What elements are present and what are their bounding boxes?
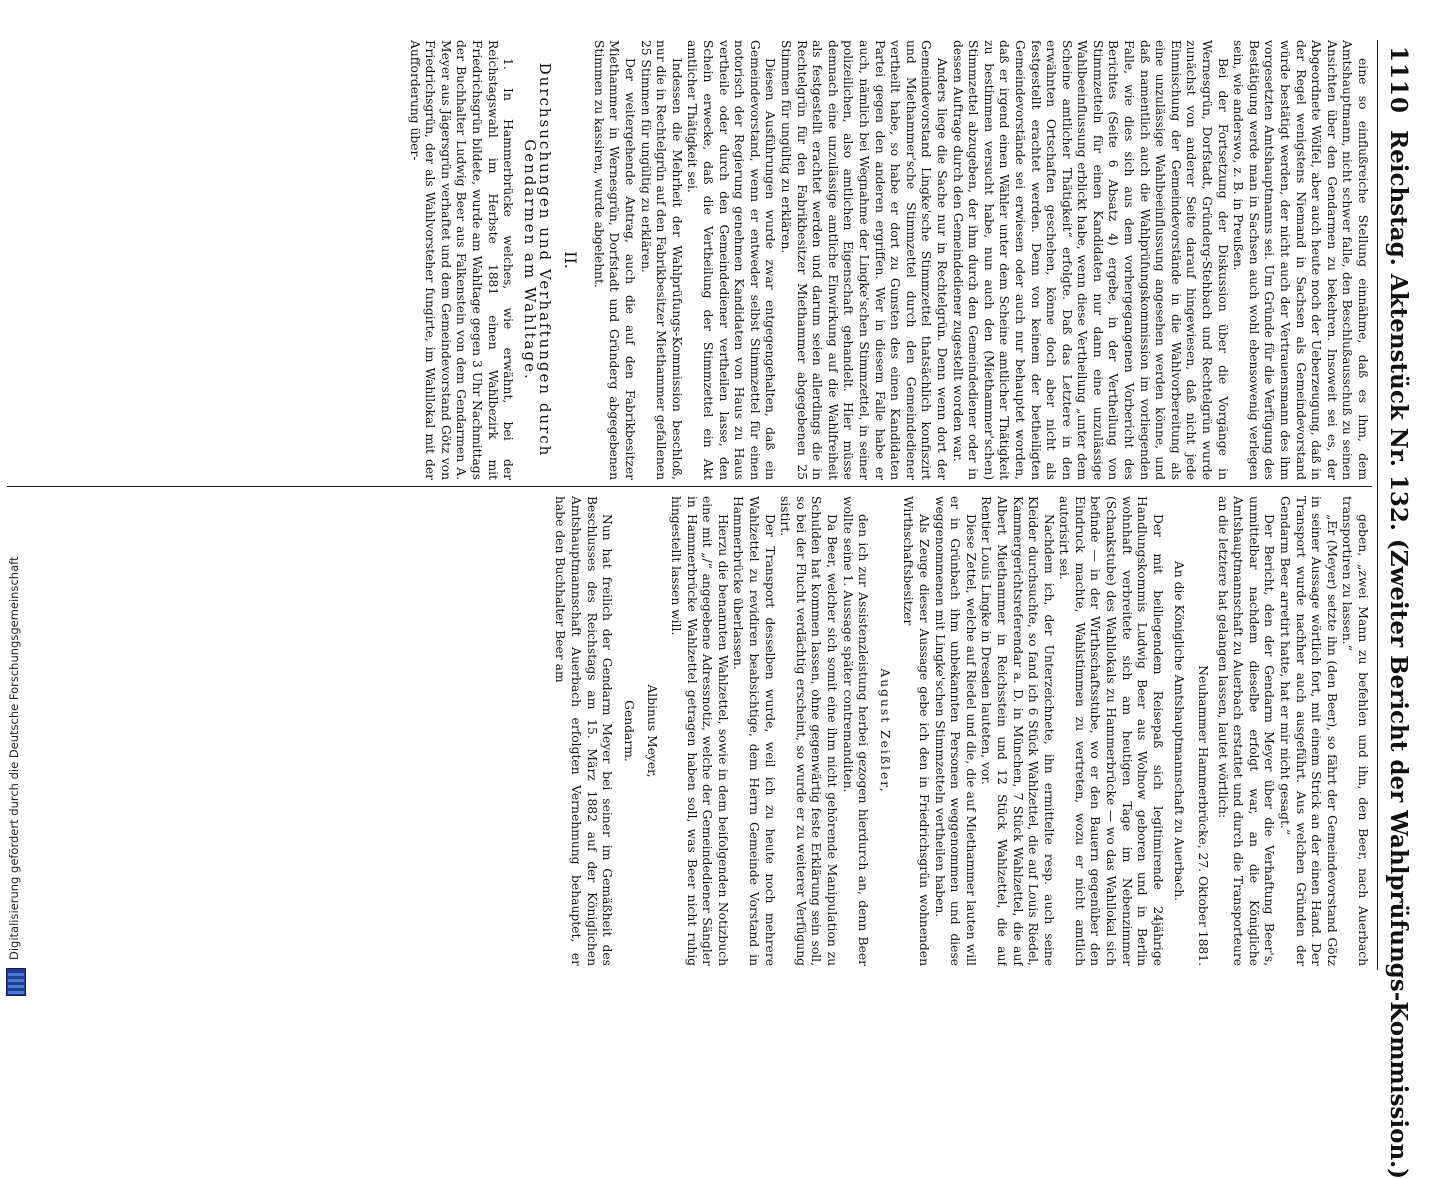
paragraph: 1. In Hammerbrücke welches, wie erwähnt, bei der Reichstagswahl im Herbste 1881 einen Wahlbezirk mit Friedrichsgrün bildete, wurde am Wahltage gegen 3 Uhr Nachmittags der Buchhalter Ludwig Beer aus Falkenstein von dem Gendarmen A. Meyer aus Jägersgrün verhaftet und dem Gemeindevorstand Götz von Friedrichsgrün, der als Wahlvorsteher fungirte, im Wahllokal mit der Aufforderung über- — [407, 40, 516, 480]
paragraph: Diesen Ausführungen wurde zwar entgegengehalten, daß ein Gemeindevorstand, wenn er entweder selbst Stimmzettel für einen notorisch der Regierung genehmen Kandidaten von Haus zu Haus vertheile oder durch den Gemeindediener vertheilen lasse, den Schein erwecke, daß die Vertheilung der Stimmzettel ein Akt amtlicher Thätigkeit sei. — [685, 40, 778, 480]
paragraph: Indessen die Mehrheit der Wahlprüfungs-Kommission beschloß, nur die in Rechtelgrün auf den Fabrikbesitzer Miethammer gefallenen 25 Stimmen für ungültig zu erklären. — [638, 40, 684, 480]
dfg-logo-icon — [6, 968, 26, 996]
paragraph: Der Transport desselben wurde, weil ich zu heute noch mehrere Wahlzettel zu revidiren beabsichtige, dem Herrn Gemeinde Vorstand in Hammerbrücke überlassen. — [731, 496, 777, 966]
paragraph: Nun hat freilich der Gendarm Meyer bei seiner im Gemäßheit des Beschlusses des Reichstags am 15. März 1882 auf der Königlichen Amtshauptmannschaft Auerbach erfolgten Vernehmung behauptet, er habe den Buchhalter Beer am — [553, 496, 615, 966]
column-divider — [7, 486, 1372, 487]
footer-credit: Digitalisierung gefördert durch die Deutsche Forschungsgemeinschaft — [7, 556, 21, 960]
page-header — [1377, 40, 1414, 1179]
paragraph: Als Zeuge dieser Aussage gebe ich den in Friedrichsgrün wohnenden Wirthschaftsbesitzer — [901, 496, 931, 966]
paragraph: Hierzu die benannten Wahlzettel, sowie in dem beifolgenden Notizbuch eine mit „/“ angegebene Adressnotiz, welche der Gemeindediener Sängler in Hammerbrücke Wahlzettel getragen haben soll, was Beer nicht ruhig hingestellt lassen will. — [669, 496, 730, 966]
witness-name: August Zeißler, — [877, 668, 892, 794]
digitization-footer — [0, 0, 30, 1000]
paragraph: Nachdem ich, der Unterzeichnete, ihn ermittelte resp. auch seine Kleider durchsuchte, so fand ich 6 Stück Wahlzettel, die auf Louis Riedel, Kammergerichtsreferendar a. D. in München, 7 Stück Wahlzettel, die auf Albert Miethammer in Reichsstein und 12 Stück Wahlzettel, die auf Rentier Louis Lingke in Dresden lauteten, vor. — [979, 496, 1056, 966]
right-column — [10, 496, 1370, 966]
signature-name: Albinus Meyer, — [645, 684, 660, 778]
paragraph: geben, „zwei Mann zu befehlen und ihn, den Beer, nach Auerbach transportiren zu lassen.“ — [1340, 496, 1370, 966]
section-numeral: II. — [561, 251, 581, 269]
paragraph: Der Bericht, den der Gendarm Meyer über die Verhaftung Beer's, unmittelbar nachdem dieselbe erfolgt war, an die Königliche Amtshauptmannschaft zu Auerbach erstattet und durch die Transporteure an die letztere hat gelangen lassen, lautet wörtlich: — [1215, 496, 1277, 966]
paragraph: Anders liege die Sache nur in Rechtelgrün. Denn wenn dort der Gemeindevorstand Lingke'sche Stimmzettel thatsächlich konfiszirt und Miethammer'sche Stimmzettel durch den Gemeindediener vertheilt habe, so habe er dort zu Gunsten des einen Kandidaten Partei gegen den anderen ergriffen. Wer in diesem Falle habe er auch, nämlich bei Wegnahme der Lingke'schen Stimmzettel, in seiner polizeilichen, also amtlichen Eigenschaft gehandelt. Hier müsse demnach eine unzulässige amtliche Einwirkung auf die Wahlfreiheit als festgestellt erachtet werden und darum seien allerdings die in Rechtelgrün für den Fabrikbesitzer Miethammer abgegebenen 25 Stimmen für ungültig zu erklären. — [779, 40, 949, 480]
report-addressee: An die Königliche Amtshauptmannschaft zu Auerbach. — [1172, 560, 1187, 902]
paragraph: Der weitergehende Antrag, auch die auf den Fabrikbesitzer Miethammer in Wernesgrün, Dorfstadt und Gründerg abgegebenen Stimmen zu kassiren, wurde abgelehnt. — [591, 40, 638, 480]
paragraph: eine so einflußreiche Stellung einnähme, daß es ihm, dem Amtshauptmann, nicht schwer falle, den Beschlußausschuß zu seinen Ansichten über den Gendarmen zu bekehren. Insoweit sei es, der Abgeordnete Wölfel, aber auch heute noch der Ueberzeugung, daß in der Regel wenigstens Niemand in Sachsen als Gemeindevorstand würde bestätigt werden, der nicht auch der Vertrauensmann des ihm vorgesetzten Amtshauptmanns sei. Um Gründe für die Verfügung des Bestätigung werde man in Sachsen auch wohl ebensowenig verlegen sein, wie anderswo, z. B. in Preußen. — [1231, 40, 1370, 480]
running-title: Reichstag. Aktenstück Nr. 132. (Zweiter Bericht der Wahlprüfungs-Kommission.) — [1385, 130, 1412, 1179]
section-heading: Durchsuchungen und Verhaftungen durch Gendarmen am Wahltage. — [520, 62, 555, 458]
paragraph: Bei der Fortsetzung der Diskussion über die Vorgänge in Wernesgrün, Dorfstadt, Gründerg-Stehbach und Rechtelgrün wurde zunächst von anderer Seite darauf hingewiesen, daß nicht jede Einmischung der Gemeindevorstände in die Wahlvorbereitung als eine unzulässige Wahlbeeinflussung angesehen werden könne, und daß namentlich auch die Wahlprüfungskommission im vorliegenden Falle, wie dies sich aus dem vorhergegangenen Vorbericht des Berichtes (Seite 6 Absatz 4) ergebe, in der Vertheilung von Stimmzetteln für einen Kandidaten nur dann eine unzulässige Wahlbeeinflussung erblickt habe, wenn diese Vertheilung „unter dem Scheine amtlicher Thätigkeit“ erfolgte. Daß das Letztere in den erwähnten Ortschaften geschehen, könne doch aber nicht als festgestellt erachtet werden. Denn von keinem der betheiligten Gemeindevorstände sei erwiesen oder auch nur behauptet worden, daß er irgend einen Wähler unter dem Scheine amtlicher Thätigkeit zu bestimmen versucht habe, nun auch den (Miethammer'schen) Stimmzettel abzugeben, der ihm durch den Gemeindediener oder in dessen Auftrage durch den Gemeindediener zugestellt worden war. — [950, 40, 1230, 480]
paragraph: „Er (Meyer) setzte ihn (den Beer), so fährt der Gemeindevorstand Götz in seiner Aussage wörtlich fort, mit einem Strick an der einen Hand. Der Transport wurde nachher auch ausgeführt. Aus welchen Gründen der Gendarm Beer arretirt hatte, hat er mir nicht gesagt.“ — [1278, 496, 1339, 966]
paragraph: Da Beer, welcher sich somit eine ihm nicht gehörende Manipulation zu Schulden hat kommen lassen, ohne gegenwärtig feste Erklärung sein soll, so bei der Flucht verdächtig erscheint, so wurde er zu weiterer Verfügung sistirt. — [778, 496, 839, 966]
left-column — [0, 40, 1370, 480]
page-number: 1110 — [1385, 46, 1412, 115]
paragraph: Diese Zettel, welche auf Riedel und die, die auf Miethammer lauten will er in Grünbach ihm unbekannten Personen weggenommen und diese weggenommenen mit Lingke'schen Stimmzetteln vertheilen haben. — [932, 496, 978, 966]
paragraph: den ich zur Assistenzleistung herbei gezogen hierdurch an, denn Beer wollte seine 1. Aussage später contremanditen. — [840, 496, 871, 966]
report-place-date: Neuhammer Hammerbrücke, 27. Oktober 1881. — [1196, 665, 1211, 966]
signature-title: Gendarm. — [621, 700, 636, 762]
paragraph: Der mit beiliegendem Reisepaß sich legitimirende 24jährige Handlungskommis Ludwig Beer aus Wolnow geboren und in Berlin wohnhaft verbreitete sich am heutigen Tage im Nebenzimmer (Schankstube) des Wahllokals zu Hammerbrücke — wo das Wahllokal sich befinde — in der Wirthschaftsstube, wo er den Bauern gegenüber den Eindruck machte, Wahlstimmen zu vertreten, wozu er nicht amtlich autorisirt sei. — [1057, 496, 1165, 966]
